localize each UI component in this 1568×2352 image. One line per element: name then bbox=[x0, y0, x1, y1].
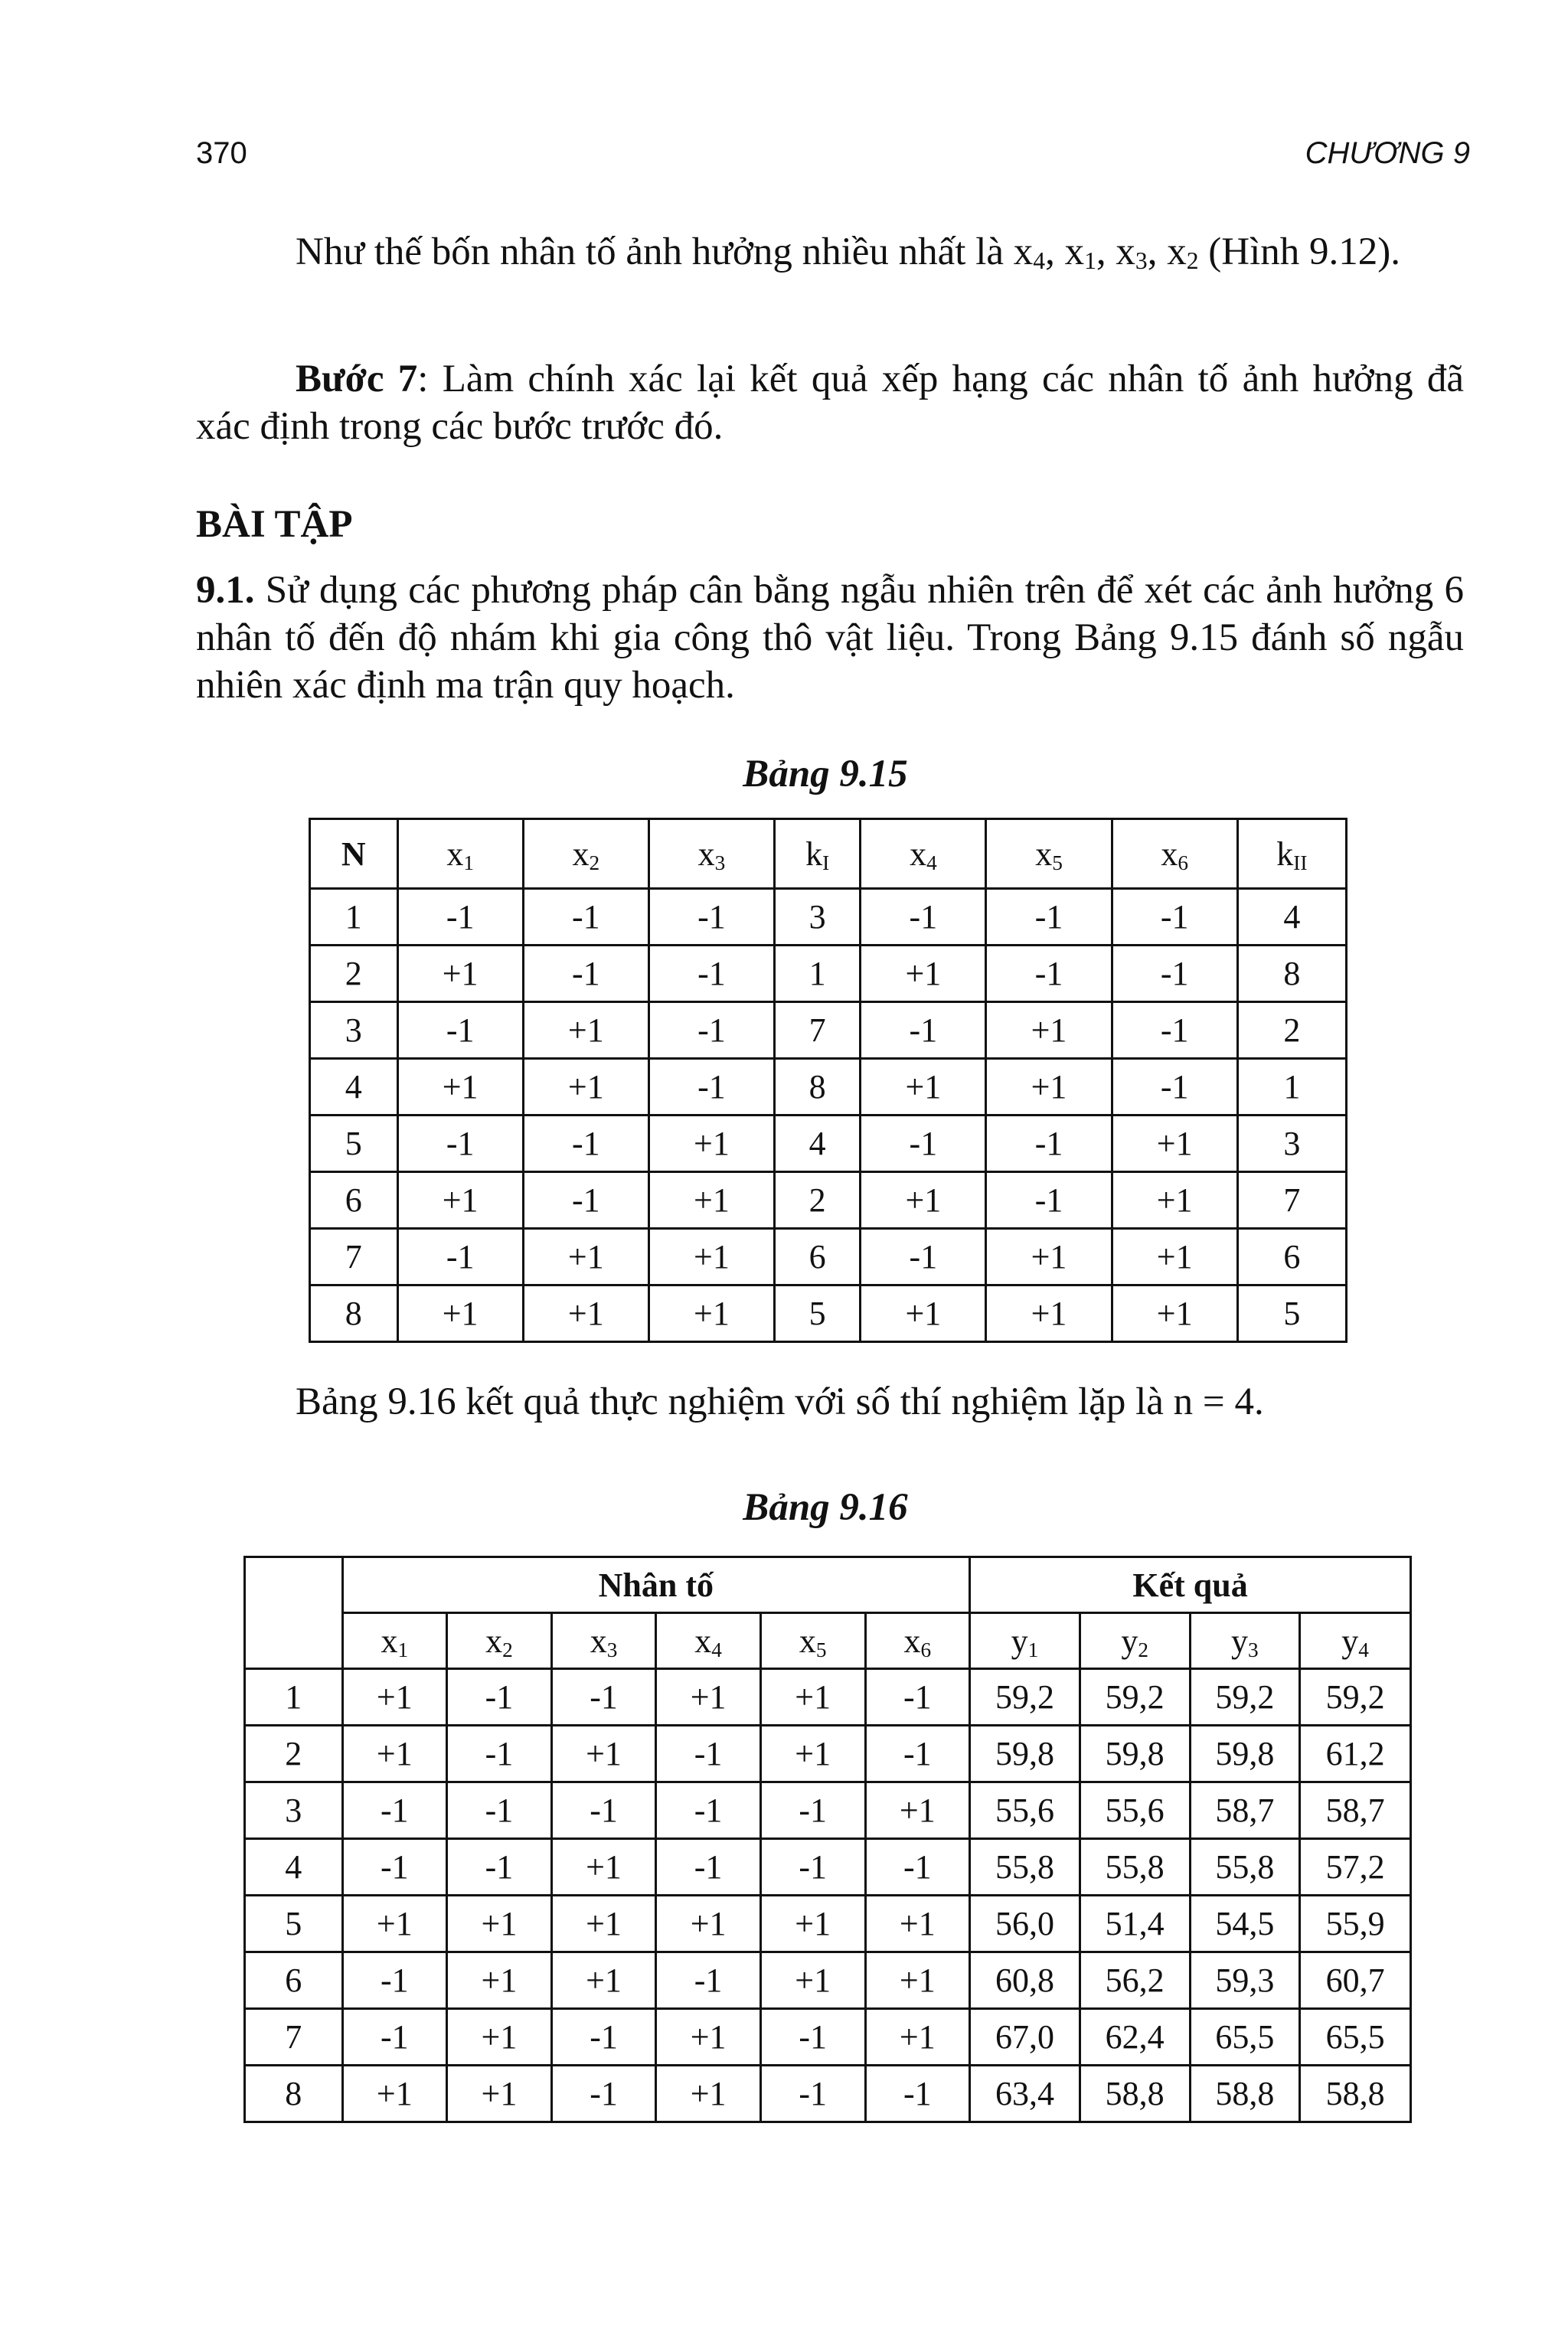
table-cell: -1 bbox=[986, 889, 1112, 946]
table-cell: +1 bbox=[342, 1896, 447, 1952]
table-cell: 6 bbox=[245, 1952, 343, 2009]
header-y1: $y_1$ bbox=[970, 1613, 1080, 1669]
table-header-row bbox=[310, 819, 1347, 889]
table-cell: -1 bbox=[1112, 889, 1237, 946]
header-x5: $x_5$ bbox=[760, 1613, 865, 1669]
table-cell: 7 bbox=[245, 2009, 343, 2066]
table-cell: +1 bbox=[447, 1896, 552, 1952]
header-x3: $x_3$ bbox=[551, 1613, 656, 1669]
header-x2: $x_2$ bbox=[447, 1613, 552, 1669]
table-cell: +1 bbox=[861, 946, 986, 1002]
table-cell: +1 bbox=[1112, 1229, 1237, 1285]
table-cell: -1 bbox=[342, 1839, 447, 1896]
table-cell: 58,7 bbox=[1300, 1782, 1411, 1839]
table-cell: -1 bbox=[551, 1782, 656, 1839]
table-row bbox=[245, 1669, 1411, 1726]
header-x1: $x_1$ bbox=[397, 819, 523, 889]
table-cell: 55,9 bbox=[1300, 1896, 1411, 1952]
table-cell: 3 bbox=[775, 889, 861, 946]
table-cell: +1 bbox=[551, 1896, 656, 1952]
table-row bbox=[245, 2066, 1411, 2122]
table-cell: 58,7 bbox=[1190, 1782, 1300, 1839]
table-cell: 67,0 bbox=[970, 2009, 1080, 2066]
table-cell: 8 bbox=[245, 2066, 343, 2122]
table-cell: +1 bbox=[861, 1059, 986, 1116]
paragraph-ranking-text: Như thế bốn nhân tố ảnh hưởng nhiều nhất là bbox=[296, 230, 1004, 273]
table-cell: 65,5 bbox=[1300, 2009, 1411, 2066]
group-results: Kết quả bbox=[970, 1557, 1411, 1613]
table-cell: -1 bbox=[523, 1172, 648, 1229]
chapter-title: CHƯƠNG 9 bbox=[1305, 136, 1470, 170]
table-row bbox=[245, 1782, 1411, 1839]
header-x1: $x_1$ bbox=[342, 1613, 447, 1669]
table-cell: 65,5 bbox=[1190, 2009, 1300, 2066]
group-header-row bbox=[245, 1557, 1411, 1613]
table-cell: +1 bbox=[447, 2066, 552, 2122]
paragraph-step7 bbox=[196, 355, 1464, 450]
table-row bbox=[310, 1059, 1347, 1116]
table-cell: 6 bbox=[310, 1172, 398, 1229]
table-cell: 3 bbox=[310, 1002, 398, 1059]
table-cell: 58,8 bbox=[1190, 2066, 1300, 2122]
table-cell: 2 bbox=[775, 1172, 861, 1229]
factor-x1: $x_1$ bbox=[1064, 230, 1096, 274]
table-cell: +1 bbox=[865, 1896, 970, 1952]
table-row bbox=[245, 2009, 1411, 2066]
paragraph-table-9-16-intro: Bảng 9.16 kết quả thực nghiệm với số thí nghiệm lặp là n = 4. bbox=[296, 1380, 1264, 1423]
table-cell: -1 bbox=[397, 1229, 523, 1285]
table-cell: 55,6 bbox=[1080, 1782, 1190, 1839]
table-cell: 2 bbox=[1237, 1002, 1346, 1059]
table-cell: 5 bbox=[1237, 1285, 1346, 1342]
table-cell: 55,6 bbox=[970, 1782, 1080, 1839]
table-cell: +1 bbox=[656, 2009, 761, 2066]
table-cell: 61,2 bbox=[1300, 1726, 1411, 1782]
table-cell: -1 bbox=[986, 1116, 1112, 1172]
table-cell: -1 bbox=[656, 1952, 761, 2009]
table-cell: 1 bbox=[310, 889, 398, 946]
table-cell: -1 bbox=[447, 1726, 552, 1782]
header-kII: $k_{II}$ bbox=[1237, 819, 1346, 889]
table-cell: -1 bbox=[861, 889, 986, 946]
table-cell: -1 bbox=[1112, 1059, 1237, 1116]
table-cell: -1 bbox=[397, 1002, 523, 1059]
table-cell: 55,8 bbox=[1190, 1839, 1300, 1896]
table-cell: 8 bbox=[775, 1059, 861, 1116]
table-cell: -1 bbox=[648, 1002, 774, 1059]
step7-text: : Làm chính xác lại kết quả xếp hạng các nhân tố ảnh hưởng đã xác định trong các bước trước đó. bbox=[196, 358, 1464, 448]
table-cell: -1 bbox=[986, 1172, 1112, 1229]
table-cell: -1 bbox=[861, 1002, 986, 1059]
header-x6: $x_6$ bbox=[865, 1613, 970, 1669]
table-row bbox=[245, 1952, 1411, 2009]
table-cell: 59,3 bbox=[1190, 1952, 1300, 2009]
table-cell: 4 bbox=[775, 1116, 861, 1172]
table-cell: +1 bbox=[986, 1285, 1112, 1342]
table-cell: +1 bbox=[656, 1896, 761, 1952]
factor-x4: $x_4$ bbox=[1013, 230, 1046, 274]
table-cell: -1 bbox=[523, 946, 648, 1002]
table-cell: +1 bbox=[648, 1285, 774, 1342]
table-cell: 1 bbox=[245, 1669, 343, 1726]
table-cell: 59,2 bbox=[970, 1669, 1080, 1726]
table-cell: +1 bbox=[760, 1669, 865, 1726]
section-heading: BÀI TẬP bbox=[196, 503, 353, 546]
table-9-15-body bbox=[310, 889, 1347, 1342]
table-9-16-caption: Bảng 9.16 bbox=[743, 1486, 908, 1529]
table-cell: 2 bbox=[245, 1726, 343, 1782]
group-factors: Nhân tố bbox=[342, 1557, 970, 1613]
table-cell: 7 bbox=[775, 1002, 861, 1059]
table-cell: 54,5 bbox=[1190, 1896, 1300, 1952]
table-cell: 59,2 bbox=[1190, 1669, 1300, 1726]
table-cell: +1 bbox=[523, 1285, 648, 1342]
table-row bbox=[310, 1229, 1347, 1285]
table-cell: 8 bbox=[1237, 946, 1346, 1002]
table-cell: 2 bbox=[310, 946, 398, 1002]
table-cell: 5 bbox=[310, 1116, 398, 1172]
table-cell: -1 bbox=[397, 889, 523, 946]
table-cell: 1 bbox=[775, 946, 861, 1002]
table-cell: -1 bbox=[865, 1669, 970, 1726]
table-row bbox=[310, 1172, 1347, 1229]
step7-label: Bước 7 bbox=[296, 358, 418, 400]
table-row bbox=[245, 1896, 1411, 1952]
table-cell: 58,8 bbox=[1080, 2066, 1190, 2122]
factor-x3: $x_3$ bbox=[1116, 230, 1148, 274]
table-cell: +1 bbox=[551, 1839, 656, 1896]
table-cell: 60,7 bbox=[1300, 1952, 1411, 2009]
header-y4: $y_4$ bbox=[1300, 1613, 1411, 1669]
table-cell: -1 bbox=[986, 946, 1112, 1002]
header-x5: $x_5$ bbox=[986, 819, 1112, 889]
table-cell: -1 bbox=[760, 1839, 865, 1896]
exercise-text: Sử dụng các phương pháp cân bằng ngẫu nhiên trên để xét các ảnh hưởng 6 nhân tố đến độ nhám khi gia công thô vật liệu. Trong Bảng 9.15 đánh số ngẫu nhiên xác định ma trận quy hoạch. bbox=[196, 569, 1465, 707]
table-cell: -1 bbox=[523, 1116, 648, 1172]
table-row bbox=[310, 889, 1347, 946]
table-cell: +1 bbox=[551, 1726, 656, 1782]
table-row bbox=[245, 1726, 1411, 1782]
table-cell: +1 bbox=[1112, 1285, 1237, 1342]
table-cell: +1 bbox=[1112, 1116, 1237, 1172]
factor-x2: $x_2$ bbox=[1167, 230, 1199, 274]
table-cell: +1 bbox=[447, 1952, 552, 2009]
table-cell: +1 bbox=[656, 2066, 761, 2122]
table-cell: -1 bbox=[447, 1669, 552, 1726]
table-cell: +1 bbox=[986, 1002, 1112, 1059]
table-cell: +1 bbox=[865, 1952, 970, 2009]
table-9-16-body bbox=[245, 1669, 1411, 2122]
table-cell: 55,8 bbox=[970, 1839, 1080, 1896]
table-cell: -1 bbox=[342, 1782, 447, 1839]
table-cell: 4 bbox=[245, 1839, 343, 1896]
table-cell: -1 bbox=[865, 1839, 970, 1896]
table-cell: -1 bbox=[447, 1839, 552, 1896]
table-cell: +1 bbox=[865, 1782, 970, 1839]
table-cell: +1 bbox=[523, 1229, 648, 1285]
table-cell: -1 bbox=[551, 2009, 656, 2066]
table-cell: 55,8 bbox=[1080, 1839, 1190, 1896]
table-cell: 5 bbox=[245, 1896, 343, 1952]
table-cell: 56,0 bbox=[970, 1896, 1080, 1952]
table-cell: -1 bbox=[1112, 1002, 1237, 1059]
table-cell: +1 bbox=[397, 1172, 523, 1229]
header-x3: $x_3$ bbox=[648, 819, 774, 889]
table-cell: -1 bbox=[656, 1782, 761, 1839]
table-cell: -1 bbox=[865, 1726, 970, 1782]
table-cell: -1 bbox=[861, 1116, 986, 1172]
header-n: N bbox=[310, 819, 398, 889]
table-cell: -1 bbox=[656, 1839, 761, 1896]
table-cell: 62,4 bbox=[1080, 2009, 1190, 2066]
table-cell: +1 bbox=[760, 1896, 865, 1952]
table-cell: -1 bbox=[342, 2009, 447, 2066]
paragraph-ranking: Như thế bốn nhân tố ảnh hưởng nhiều nhất là $x_4$, $x_1$, $x_3$, $x_2$ (Hình 9.12). bbox=[296, 230, 1400, 274]
table-cell: +1 bbox=[397, 946, 523, 1002]
table-cell: 6 bbox=[775, 1229, 861, 1285]
header-x2: $x_2$ bbox=[523, 819, 648, 889]
table-cell: -1 bbox=[760, 2066, 865, 2122]
table-cell: -1 bbox=[865, 2066, 970, 2122]
table-cell: 1 bbox=[1237, 1059, 1346, 1116]
table-cell: -1 bbox=[760, 1782, 865, 1839]
table-row bbox=[310, 1116, 1347, 1172]
header-x4: $x_4$ bbox=[656, 1613, 761, 1669]
table-cell: +1 bbox=[397, 1285, 523, 1342]
table-cell: 3 bbox=[245, 1782, 343, 1839]
table-cell: 59,8 bbox=[970, 1726, 1080, 1782]
table-cell: 4 bbox=[310, 1059, 398, 1116]
table-cell: +1 bbox=[760, 1726, 865, 1782]
table-cell: 58,8 bbox=[1300, 2066, 1411, 2122]
table-cell: +1 bbox=[656, 1669, 761, 1726]
table-cell: 63,4 bbox=[970, 2066, 1080, 2122]
table-cell: +1 bbox=[342, 2066, 447, 2122]
table-cell: +1 bbox=[648, 1116, 774, 1172]
exercise-9-1 bbox=[196, 567, 1464, 709]
table-cell: +1 bbox=[986, 1229, 1112, 1285]
table-cell: 57,2 bbox=[1300, 1839, 1411, 1896]
exercise-number: 9.1. bbox=[196, 569, 255, 612]
table-cell: -1 bbox=[397, 1116, 523, 1172]
table-cell: -1 bbox=[656, 1726, 761, 1782]
table-cell: 59,2 bbox=[1080, 1669, 1190, 1726]
table-cell: -1 bbox=[551, 1669, 656, 1726]
table-cell: 7 bbox=[1237, 1172, 1346, 1229]
table-cell: 59,2 bbox=[1300, 1669, 1411, 1726]
table-cell: +1 bbox=[861, 1172, 986, 1229]
header-kI: $k_I$ bbox=[775, 819, 861, 889]
row-index-header bbox=[245, 1557, 343, 1669]
table-9-15 bbox=[309, 818, 1348, 1343]
table-row bbox=[310, 1285, 1347, 1342]
table-cell: -1 bbox=[861, 1229, 986, 1285]
table-9-15-caption: Bảng 9.15 bbox=[743, 753, 908, 795]
table-cell: +1 bbox=[861, 1285, 986, 1342]
table-cell: 59,8 bbox=[1190, 1726, 1300, 1782]
figure-reference: (Hình 9.12). bbox=[1208, 230, 1400, 273]
table-cell: +1 bbox=[447, 2009, 552, 2066]
table-cell: -1 bbox=[648, 946, 774, 1002]
table-cell: +1 bbox=[648, 1172, 774, 1229]
table-cell: +1 bbox=[648, 1229, 774, 1285]
table-cell: -1 bbox=[1112, 946, 1237, 1002]
table-cell: -1 bbox=[760, 2009, 865, 2066]
page-number: 370 bbox=[196, 136, 247, 170]
table-cell: +1 bbox=[342, 1726, 447, 1782]
header-x4: $x_4$ bbox=[861, 819, 986, 889]
table-cell: 51,4 bbox=[1080, 1896, 1190, 1952]
table-row bbox=[310, 1002, 1347, 1059]
table-cell: -1 bbox=[648, 1059, 774, 1116]
table-cell: 8 bbox=[310, 1285, 398, 1342]
table-cell: -1 bbox=[447, 1782, 552, 1839]
header-y2: $y_2$ bbox=[1080, 1613, 1190, 1669]
table-cell: 6 bbox=[1237, 1229, 1346, 1285]
table-cell: 5 bbox=[775, 1285, 861, 1342]
table-cell: +1 bbox=[523, 1059, 648, 1116]
header-x6: $x_6$ bbox=[1112, 819, 1237, 889]
table-cell: -1 bbox=[342, 1952, 447, 2009]
table-9-16 bbox=[243, 1556, 1412, 2123]
header-y3: $y_3$ bbox=[1190, 1613, 1300, 1669]
table-cell: 3 bbox=[1237, 1116, 1346, 1172]
table-cell: 7 bbox=[310, 1229, 398, 1285]
table-cell: +1 bbox=[551, 1952, 656, 2009]
table-cell: +1 bbox=[523, 1002, 648, 1059]
sub-header-row bbox=[245, 1613, 1411, 1669]
table-cell: -1 bbox=[551, 2066, 656, 2122]
table-cell: +1 bbox=[1112, 1172, 1237, 1229]
table-cell: +1 bbox=[342, 1669, 447, 1726]
table-cell: -1 bbox=[648, 889, 774, 946]
table-cell: +1 bbox=[986, 1059, 1112, 1116]
table-row bbox=[245, 1839, 1411, 1896]
table-cell: +1 bbox=[760, 1952, 865, 2009]
table-cell: 59,8 bbox=[1080, 1726, 1190, 1782]
table-cell: 4 bbox=[1237, 889, 1346, 946]
table-cell: 60,8 bbox=[970, 1952, 1080, 2009]
table-cell: -1 bbox=[523, 889, 648, 946]
table-cell: 56,2 bbox=[1080, 1952, 1190, 2009]
table-row bbox=[310, 946, 1347, 1002]
table-cell: +1 bbox=[865, 2009, 970, 2066]
table-cell: +1 bbox=[397, 1059, 523, 1116]
